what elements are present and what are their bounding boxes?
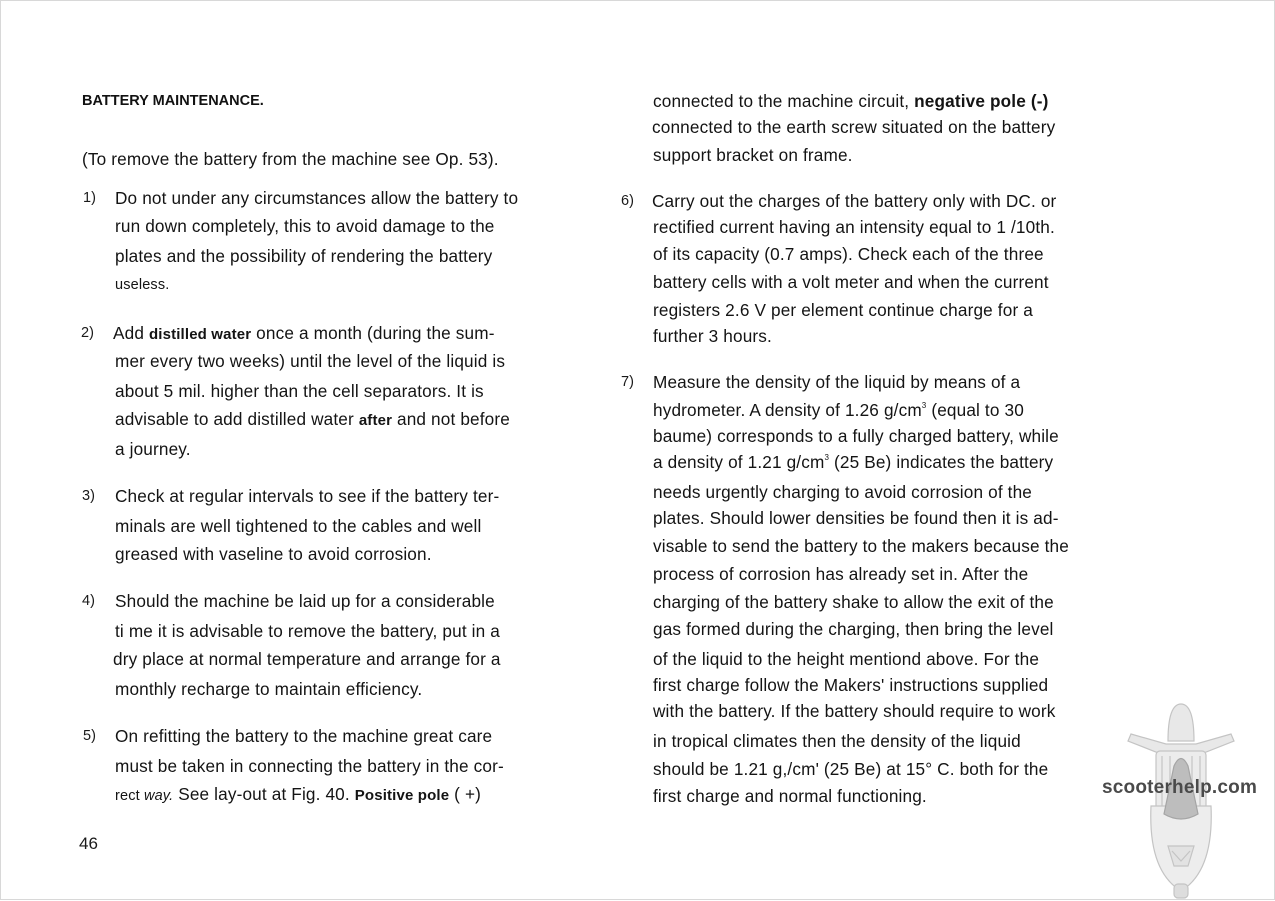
text: ( +): [449, 784, 482, 804]
emphasis: way.: [143, 788, 174, 804]
item5-line: On refitting the battery to the machine great care: [115, 726, 493, 746]
emphasis: negative pole (-): [914, 91, 1049, 111]
item6-line: battery cells with a volt meter and when the current: [653, 272, 1049, 292]
text: (equal to 30: [926, 400, 1024, 420]
item7-line: needs urgently charging to avoid corrosion of the: [653, 482, 1033, 502]
item7-line: [653, 400, 1024, 420]
item7-line: with the battery. If the battery should require to work: [653, 701, 1056, 721]
item2-line: about 5 mil. higher than the cell separators. It is: [115, 381, 484, 401]
item6-line: rectified current having an intensity equal to 1 /10th.: [653, 217, 1055, 237]
emphasis: distilled water: [148, 326, 252, 343]
item4-line: ti me it is advisable to remove the battery, put in a: [115, 621, 500, 641]
item2-line: mer every two weeks) until the level of the liquid is: [115, 351, 506, 371]
item-number: 1): [83, 190, 96, 206]
item-number: 3): [82, 488, 95, 504]
item5-cont-line: [653, 91, 1049, 111]
item7-line: Measure the density of the liquid by means of a: [653, 372, 1021, 392]
superscript: 3: [921, 401, 927, 410]
item1-line: Do not under any circumstances allow the battery to: [115, 188, 519, 208]
text: a density of 1.21 g/cm: [653, 452, 825, 472]
item7-line: visable to send the battery to the makers because the: [653, 536, 1069, 556]
item-number: 7): [621, 374, 634, 390]
item1-line: useless.: [115, 277, 170, 293]
item6-line: registers 2.6 V per element continue charge for a: [653, 300, 1033, 320]
item-number: 2): [81, 325, 94, 341]
item5-line: [115, 784, 481, 806]
section-heading: BATTERY MAINTENANCE.: [82, 93, 264, 109]
text: hydrometer. A density of 1.26 g/cm: [653, 400, 922, 420]
item6-line: of its capacity (0.7 amps). Check each of the three: [653, 244, 1044, 264]
text: and not before: [392, 409, 510, 429]
item-number: 6): [621, 193, 634, 209]
text: Add: [113, 323, 149, 343]
text: See lay-out at Fig. 40.: [173, 784, 355, 804]
intro-text: (To remove the battery from the machine see Op. 53).: [82, 149, 499, 169]
item2-line: [113, 323, 495, 345]
text: connected to the machine circuit,: [653, 91, 915, 111]
item5-cont-line: connected to the earth screw situated on the battery: [652, 117, 1056, 137]
text: rect: [115, 788, 144, 804]
text: once a month (during the sum-: [251, 323, 495, 343]
item7-line: of the liquid to the height mentiond above. For the: [653, 649, 1040, 669]
item7-line: first charge and normal functioning.: [653, 786, 927, 806]
item5-cont-line: support bracket on frame.: [653, 145, 853, 165]
watermark-text: scooterhelp.com: [1102, 777, 1258, 798]
item2-line: [115, 409, 510, 431]
superscript: 3: [824, 453, 830, 462]
item1-line: plates and the possibility of rendering the battery: [115, 246, 493, 266]
item-number: 4): [82, 593, 95, 609]
item5-line: must be taken in connecting the battery in the cor-: [115, 756, 504, 776]
item1-line: run down completely, this to avoid damage to the: [115, 216, 495, 236]
item-number: 5): [83, 728, 96, 744]
item3-line: Check at regular intervals to see if the battery ter-: [115, 486, 500, 506]
item6-line: Carry out the charges of the battery only with DC. or: [652, 191, 1057, 211]
item7-line: first charge follow the Makers' instructions supplied: [653, 675, 1049, 695]
item4-line: Should the machine be laid up for a considerable: [115, 591, 495, 611]
item4-line: monthly recharge to maintain efficiency.: [115, 679, 423, 699]
item7-line: plates. Should lower densities be found then it is ad-: [653, 508, 1059, 528]
page-number: 46: [79, 834, 98, 853]
item6-line: further 3 hours.: [653, 326, 772, 346]
item7-line: charging of the battery shake to allow the exit of the: [653, 592, 1054, 612]
item7-line: gas formed during the charging, then bring the level: [653, 619, 1054, 639]
item3-line: greased with vaseline to avoid corrosion.: [115, 544, 432, 564]
emphasis: Positive pole: [354, 787, 450, 804]
emphasis: after: [358, 412, 393, 429]
text: advisable to add distilled water: [115, 409, 359, 429]
text: (25 Be) indicates the battery: [829, 452, 1054, 472]
item3-line: minals are well tightened to the cables and well: [115, 516, 482, 536]
item7-line: [653, 452, 1053, 472]
item7-line: baume) corresponds to a fully charged battery, while: [653, 426, 1059, 446]
item7-line: in tropical climates then the density of the liquid: [653, 731, 1021, 751]
item7-line: should be 1.21 g,/cm' (25 Be) at 15° C. both for the: [653, 759, 1049, 779]
item7-line: process of corrosion has already set in. After the: [653, 564, 1029, 584]
item2-line: a journey.: [115, 439, 191, 459]
item4-line: dry place at normal temperature and arrange for a: [113, 649, 501, 669]
